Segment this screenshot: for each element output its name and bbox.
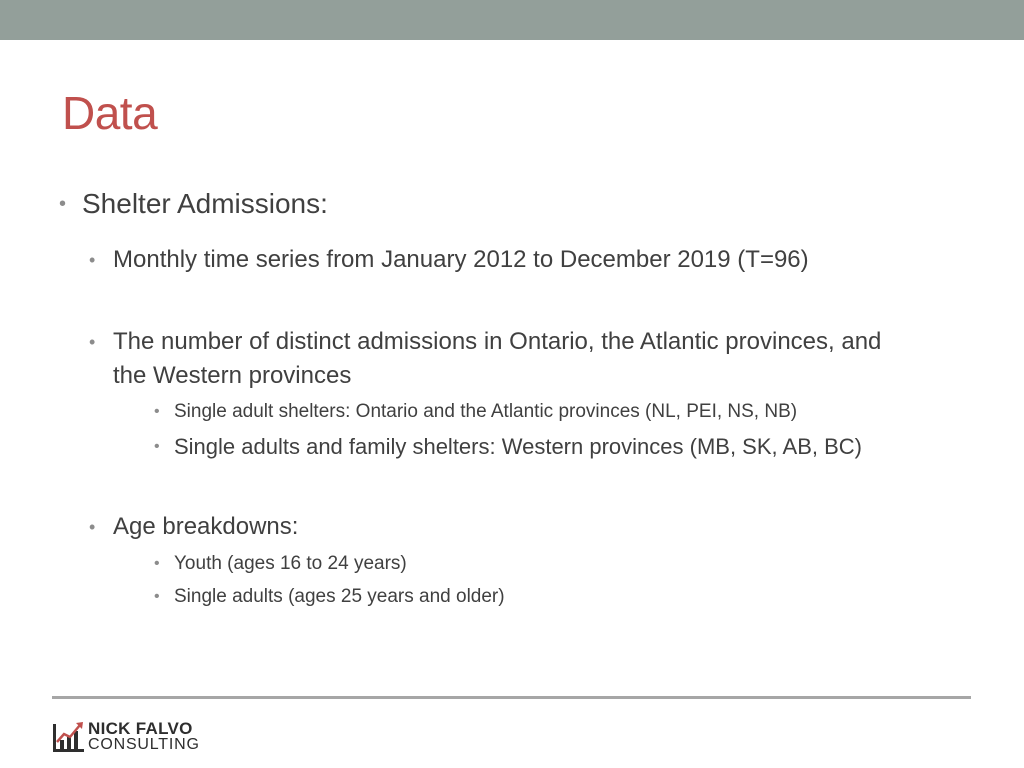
bullet-distinct-admissions: • The number of distinct admissions in Ontario, the Atlantic provinces, and (113, 325, 973, 359)
bullet-youth: • Youth (ages 16 to 24 years) (174, 547, 407, 581)
bullet-single-adult-shelters: • Single adult shelters: Ontario and the Atlantic provinces (NL, PEI, NS, NB) (174, 395, 797, 429)
bullet-dot: • (154, 438, 160, 455)
chart-growth-icon (52, 718, 86, 754)
logo-name: NICK FALVO (88, 719, 193, 738)
bullet-dot: • (59, 193, 67, 215)
bullet-age-breakdowns: • Age breakdowns: (113, 510, 973, 544)
bullet-single-adults: • Single adults (ages 25 years and older) (174, 580, 505, 614)
bullet-dot: • (89, 332, 96, 352)
company-logo (52, 718, 222, 758)
bullet-dot: • (154, 588, 160, 605)
footer-divider (52, 696, 971, 699)
bullet-dot: • (154, 555, 160, 572)
top-band (0, 0, 1024, 40)
bullet-dot: • (89, 517, 96, 537)
bullet-dot: • (154, 403, 160, 420)
slide-title: Data (62, 87, 158, 139)
bullet-monthly-series: • Monthly time series from January 2012 to December 2019 (T=96) (113, 243, 973, 277)
logo-subtitle: CONSULTING (88, 736, 200, 753)
bullet-dot: • (89, 250, 96, 270)
bullet-family-shelters: • Single adults and family shelters: Western provinces (MB, SK, AB, BC) (174, 430, 862, 464)
bullet-shelter-admissions: • Shelter Admissions: (59, 188, 328, 219)
bullet-distinct-admissions-cont: the Western provinces (113, 362, 352, 389)
